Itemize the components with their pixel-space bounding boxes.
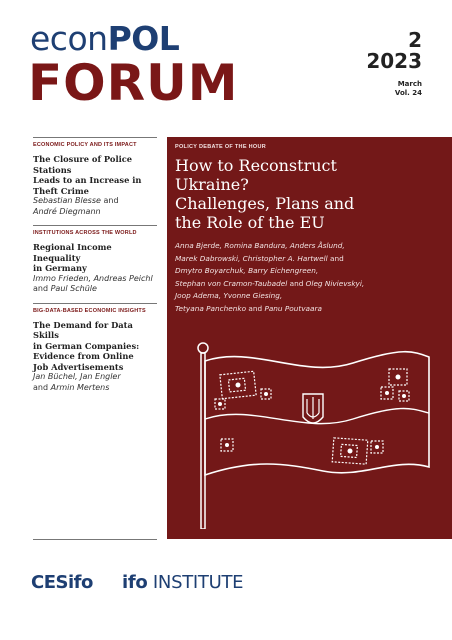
issue-year: 2023 <box>366 49 422 73</box>
brand-forum: FORUM <box>28 54 239 112</box>
feature-panel[interactable] <box>167 137 452 539</box>
article-authors: Immo Frieden, Andreas Peichl and Paul Schüle <box>33 273 153 293</box>
brand-econ: econ <box>30 19 108 58</box>
sidebar-section-police[interactable] <box>33 137 157 225</box>
article-authors: Sebastian Blesse and André Diegmann <box>33 196 119 216</box>
sidebar-section-data-skills[interactable] <box>33 303 157 402</box>
issue-info <box>366 30 422 97</box>
sidebar <box>33 137 157 401</box>
feature-authors: Anna Bjerde, Romina Bandura, Anders Åslund, Marek Dabrowski, Christopher A. Hartwell and Dmytro Boyarchuk, Barry Eichengreen, Stephan von Cramon-Taubadel and Oleg Nivievskyi, Joop Adema, Yvonne Giesing, Tetyana Panchenko and Panu Poutvaara <box>175 241 365 313</box>
patched-flag-illustration <box>193 339 443 529</box>
section-category: BIG-DATA-BASED ECONOMIC INSIGHTS <box>33 307 146 314</box>
article-authors: Jan Büchel, Jan Engler and Armin Mertens <box>33 372 121 392</box>
trident-icon <box>303 394 323 423</box>
article-title: The Closure of Police Stations Leads to an Increase in Theft Crime <box>33 154 142 196</box>
feature-category: POLICY DEBATE OF THE HOUR <box>175 144 267 150</box>
section-category: ECONOMIC POLICY AND ITS IMPACT <box>33 142 137 148</box>
brand-econpol <box>30 19 180 58</box>
cesifo-logo[interactable]: CESifo <box>31 572 93 593</box>
issue-volume: Vol. 24 <box>394 89 422 97</box>
issue-number: 2 <box>408 28 422 52</box>
sidebar-section-inequality[interactable] <box>33 225 157 303</box>
brand-pol: POL <box>107 19 180 58</box>
article-title: Regional Income Inequality in Germany <box>33 242 112 273</box>
feature-title: How to Reconstruct Ukraine? Challenges, Plans and the Role of the EU <box>175 156 355 232</box>
flag-patch <box>221 438 383 464</box>
flag-pole-finial <box>198 343 208 353</box>
ifo-institute-logo[interactable]: ifo INSTITUTE <box>122 572 244 593</box>
issue-month: March <box>397 80 422 88</box>
section-category: INSTITUTIONS ACROSS THE WORLD <box>33 230 137 236</box>
article-title: The Demand for Data Skills in German Companies: Evidence from Online Job Advertisements <box>33 319 140 372</box>
sidebar-bottom-divider <box>33 539 157 540</box>
